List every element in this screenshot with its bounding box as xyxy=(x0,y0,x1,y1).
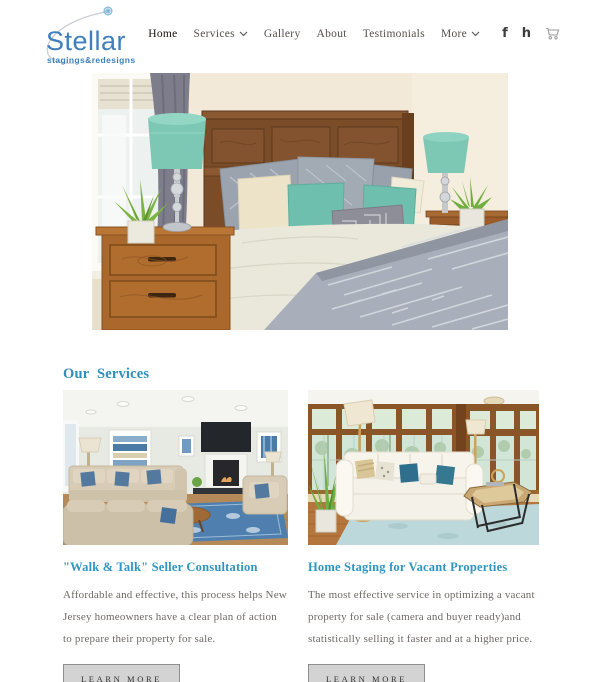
nav-item-about[interactable] xyxy=(317,28,347,40)
nav-item-more[interactable] xyxy=(441,28,480,40)
chevron-down-icon xyxy=(239,31,248,37)
service-description: The most effective service in optimizing a vacant property for sale (camera and buyer ready)and statistically selling it faster and at a higher price. xyxy=(308,589,535,645)
nav-item-label: Home xyxy=(148,27,178,40)
nav-item-services[interactable] xyxy=(194,28,248,40)
staged-living-room-illustration xyxy=(63,390,288,545)
learn-more-button[interactable]: LEARN MORE xyxy=(63,664,180,682)
social-links xyxy=(502,27,560,40)
nav-item-label: Services xyxy=(193,27,235,40)
service-image-living-room[interactable] xyxy=(63,390,288,545)
main-nav xyxy=(148,27,560,40)
services-heading: Our Services xyxy=(63,366,150,382)
brand-tagline: stagings&redesigns xyxy=(47,55,136,65)
chevron-down-icon xyxy=(471,31,480,37)
staged-bedroom-illustration xyxy=(92,73,508,330)
nav-item-gallery[interactable] xyxy=(264,28,301,40)
hero-image xyxy=(92,73,508,330)
staged-sunroom-illustration xyxy=(308,390,539,545)
facebook-icon[interactable]: f xyxy=(502,26,508,41)
service-image-sunroom[interactable] xyxy=(308,390,539,545)
nav-item-home[interactable] xyxy=(148,28,177,40)
service-title[interactable]: Home Staging for Vacant Properties xyxy=(308,560,508,574)
cart-icon[interactable] xyxy=(545,27,560,40)
nav-item-label: More xyxy=(440,27,468,40)
service-description: Affordable and effective, this process helps New Jersey homeowners have a clear plan of action to prepare their property for sale. xyxy=(63,589,287,645)
nav-item-label: About xyxy=(316,27,347,40)
houzz-icon[interactable]: h xyxy=(521,26,531,41)
service-card-walk-and-talk xyxy=(63,390,288,682)
service-card-vacant-staging xyxy=(308,390,539,682)
service-title[interactable]: "Walk & Talk" Seller Consultation xyxy=(63,560,258,574)
brand-name: Stellar xyxy=(46,26,127,56)
nav-item-label: Testimonials xyxy=(362,27,425,40)
learn-more-button[interactable]: LEARN MORE xyxy=(308,664,425,682)
nav-item-label: Gallery xyxy=(263,27,301,40)
brand-logo[interactable] xyxy=(40,2,160,66)
nav-item-testimonials[interactable] xyxy=(363,28,425,40)
